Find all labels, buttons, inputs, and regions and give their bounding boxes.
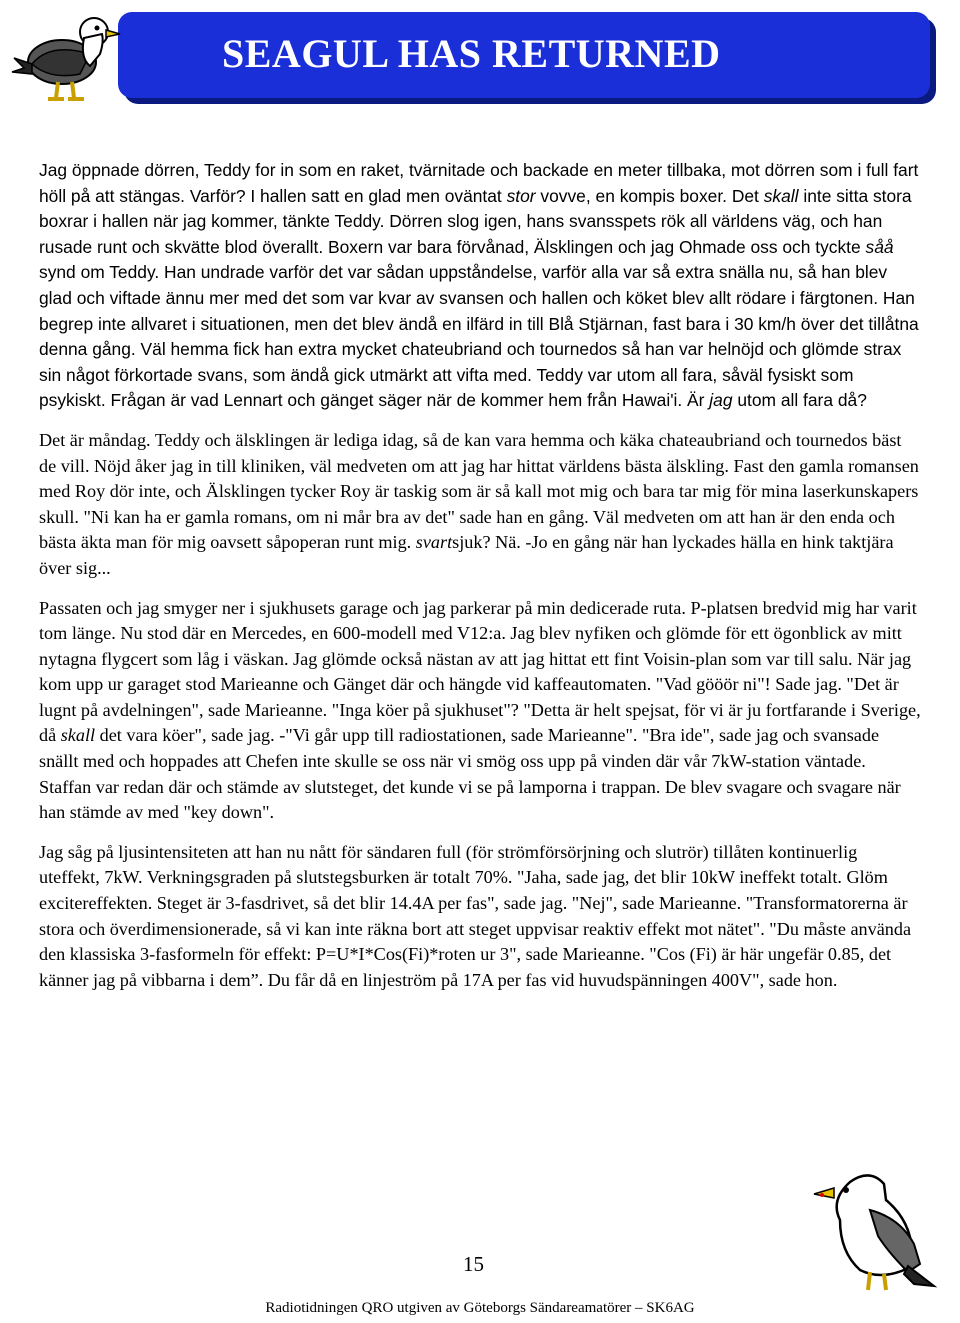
seagull-logo-bottom — [800, 1160, 940, 1295]
paragraph-1-emphasis-1: stor — [506, 185, 536, 206]
page-title: SEAGUL HAS RETURNED — [222, 31, 721, 76]
paragraph-3 — [39, 596, 921, 826]
paragraph-1-text-d: synd om Teddy. Han undrade varför det var sådan uppståndelse, varför alla var så extra snälla nu, så han blev glad och viftade ännu mer med det som var kvar av svansen och hallen och köket blev allt rödare i färgtonen. Han begrep inte allvaret i situationen, men det blev ändå en ilfärd in till Blå Stjärnan, fast bara i 30 km/h över det tillåtna denna gång. Väl hemma fick han extra mycket chateubriand och tournedos så han var helnöjd och glömde strax sin något förkortade svans, som ändå gick utmärkt att vifta med. Teddy var utom all fara, såväl fysiskt som psykiskt. Frågan är vad Lennart och gänget säger när de kommer hem från Hawai'i. Är — [39, 262, 919, 411]
paragraph-1-text-b: vovve, en kompis boxer. Det — [535, 185, 764, 206]
page-number: 15 — [463, 1252, 484, 1276]
paragraph-2-text-b: sjuk? Nä. -Jo en gång när han lyckades hälla en hink taktjära över sig... — [39, 532, 894, 578]
paragraph-1-emphasis-3: såå — [865, 236, 894, 257]
paragraph-3-text-b: det vara köer", sade jag. -"Vi går upp till radiostationen, sade Marieanne". "Bra ide", sade jag och svansade snällt med och hoppades att Chefen inte skulle se oss när vi smög oss upp på vinden där vår 7kW-station väntade. Staffan var redan där och stämde av slutsteget, det kunde vi se på lamporna i trappan. De blev svagare och svagare när han stämde av med "key down". — [39, 725, 901, 823]
paragraph-1-text-e: utom all fara då? — [732, 390, 867, 411]
paragraph-4: Jag såg på ljusintensiteten att han nu nått för sändaren full (för strömförsörjning och slutrör) tillåten kontinuerlig uteffekt, 7kW. Verkningsgraden på slutstegsburken är totalt 70%. "Jaha, sade jag, det blir 10kW ineffekt totalt. Glöm excitereffekten. Steget är 3-fasdrivet, så det blir 14.4A per fas", sade jag. "Nej", sade Marieanne. "Transformatorerna är stora och överdimensionerade, så vi kan inte räkna bort att steget uppvisar reaktiv effekt mot nätet". "Du måste använda den klassiska 3-fasformeln för effekt: P=U*I*Cos(Fi)*roten ur 3", sade Marieanne. "Cos (Fi) är här ungefär 0.85, det känner jag på vibbarna i dem”. Du får då en linjeström på 17A per fas vid huvudspänningen 400V", sade hon. — [39, 841, 912, 990]
paragraph-1 — [39, 158, 921, 414]
paragraph-2-text-a: Det är måndag. Teddy och älsklingen är lediga idag, så de kan vara hemma och käka chateaubriand och tournedos bäst de vill. Nöjd åker jag in till kliniken, väl medveten om att jag har hittat världens bästa älskling. Fast den gamla romansen med Roy dör inte, och Älsklingen tycker Roy är taskig som är så kall mot mig och bara tar mig för mina laserkunskapers skull. "Ni kan ha er gamla romans, om ni mår bra av det" sade han en gång. Väl medveten om att han är den enda och bästa äkta man för mig oavsett såpoperan runt mig. — [39, 429, 919, 553]
paragraph-2 — [39, 428, 921, 582]
paragraph-1-text-a: Jag öppnade dörren, Teddy for in som en raket, tvärnitade och backade en meter tillbaka, mot dörren som i full fart höll på att stängas. Varför? I hallen satt en glad men oväntat — [39, 160, 919, 206]
paragraph-3-text-a: Passaten och jag smyger ner i sjukhusets garage och jag parkerar på min dedicerade ruta. P-platsen bredvid mig har varit tom länge. Nu stod där en Mercedes, en 600-modell med V12:a. Jag blev nyfiken och glömde för ett ögonblick av mitt nytagna flygcert som låg i väskan. Jag glömde också nästan av att jag hittat ett fint Voisin-plan som var till salu. När jag kom upp ur garaget stod Marieanne och Gänget där och hängde vid kaffeautomaten. "Vad gööör ni"! Sade jag. "Det är lugnt på avdelningen", sade Marieanne. "Inga köer på sjukhuset"? "Detta är helt spejsat, för vi är ju fortfarande i Sverige, då — [39, 597, 921, 746]
paragraph-1-emphasis-2: skall — [763, 185, 799, 206]
paragraph-3-emphasis: skall — [60, 725, 96, 746]
paragraph-1-text-c: inte sitta stora boxrar i hallen när jag kommer, tänkte Teddy. Dörren slog igen, hans svansspets rök all världens väg, och han rusade runt och skvätte blod överallt. Boxern var bara förvånad, Älsklingen och jag Ohmade oss och tyckte — [39, 185, 912, 257]
paragraph-2-emphasis: svart — [415, 532, 453, 553]
seagull-logo-top — [10, 2, 122, 102]
article-body — [39, 158, 921, 1007]
footer-text: Radiotidningen QRO utgiven av Göteborgs Sändareamatörer – SK6AG — [265, 1300, 695, 1316]
paragraph-1-emphasis-4: jag — [709, 390, 733, 411]
